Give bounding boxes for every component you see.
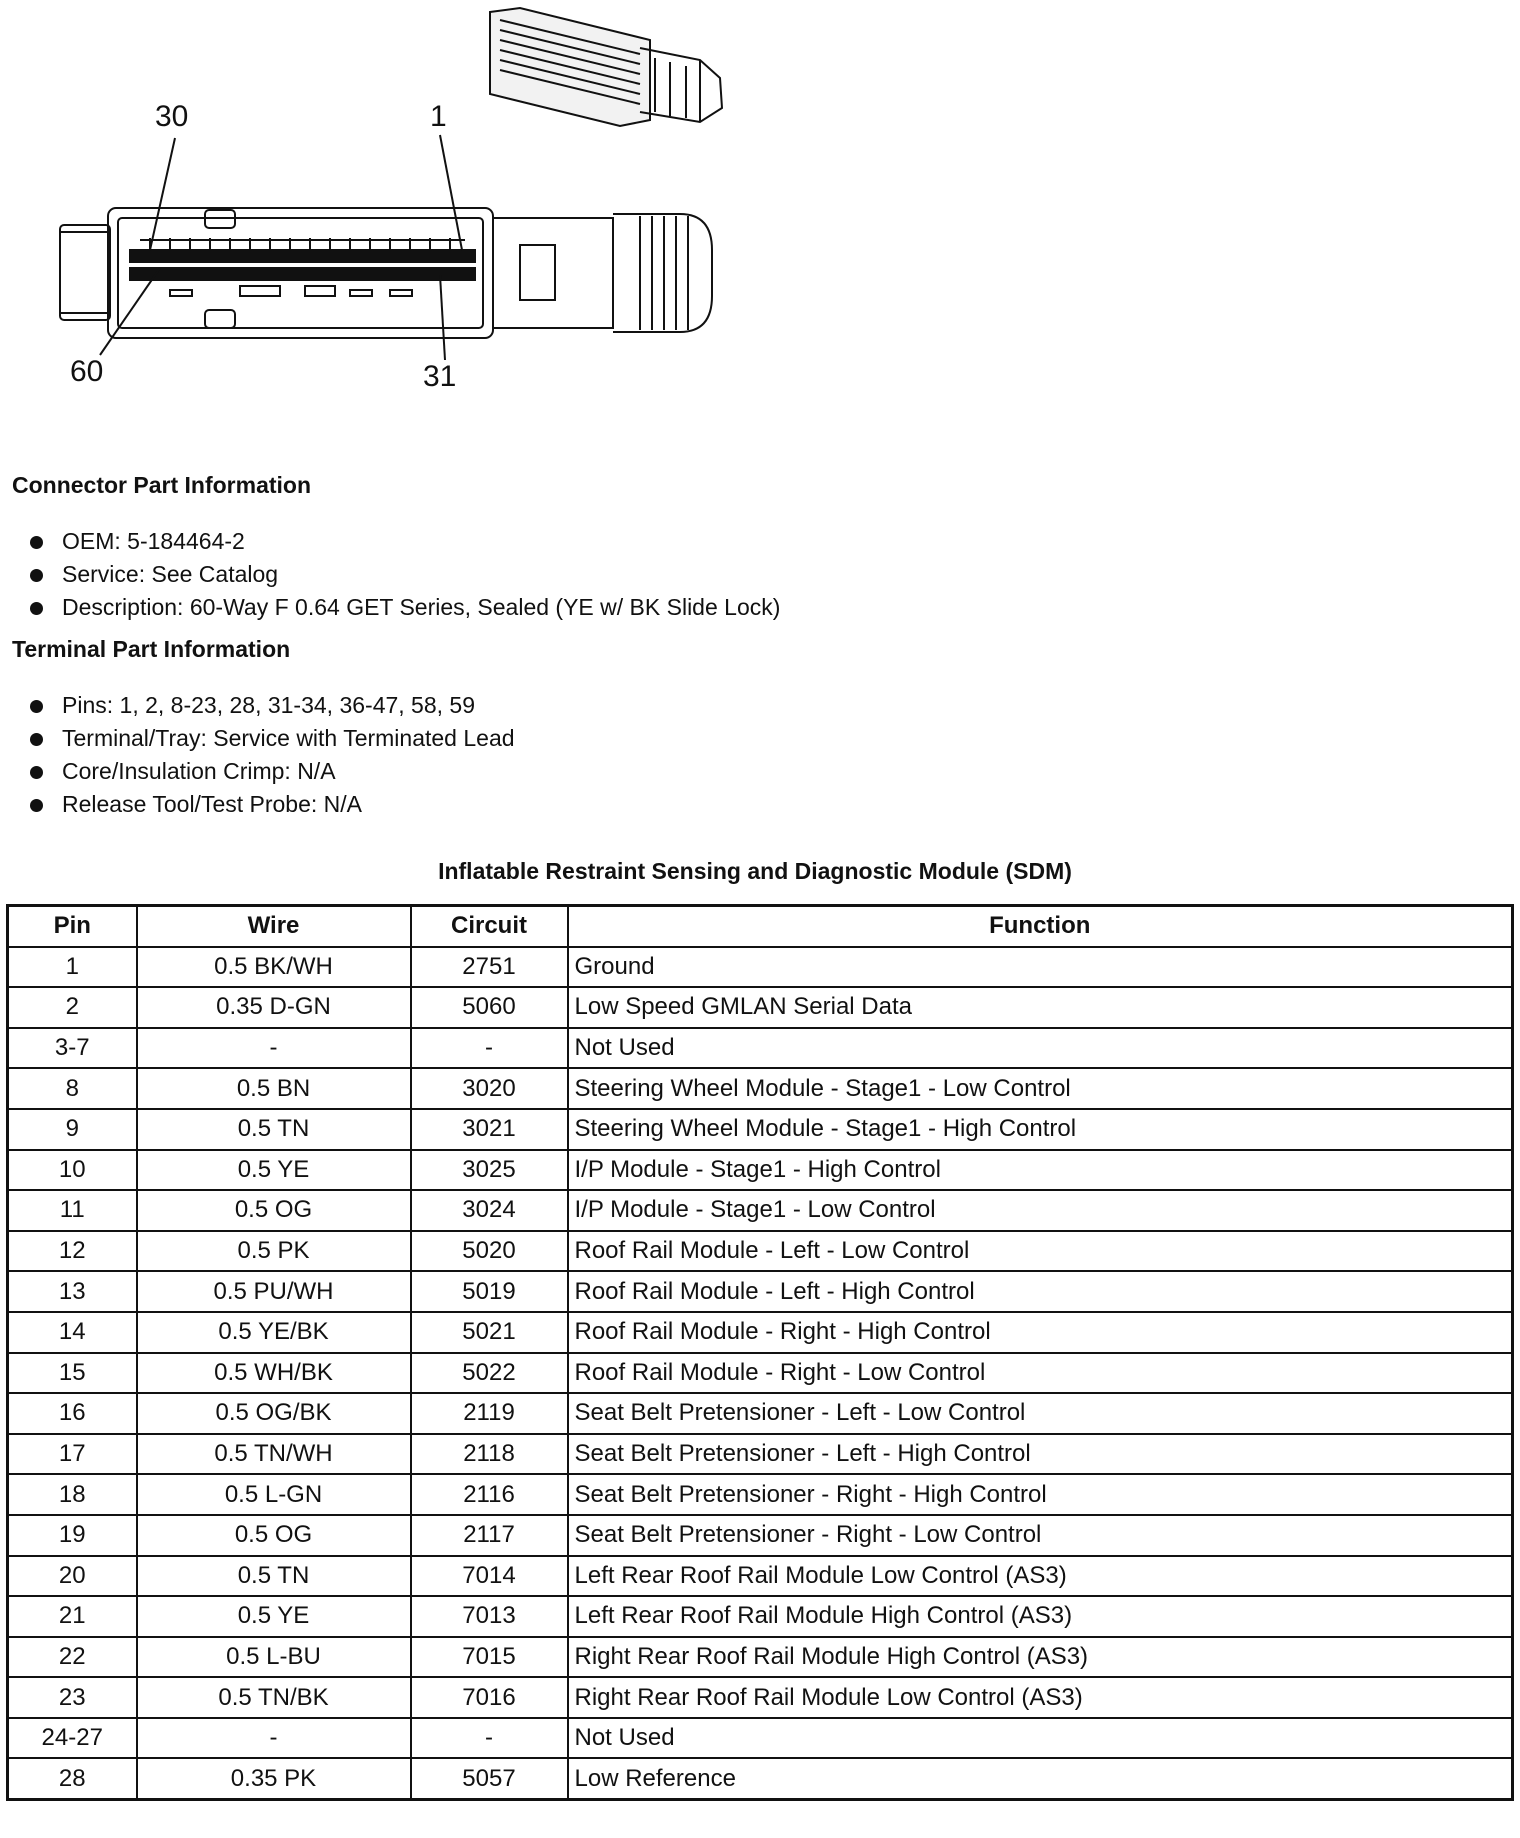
circuit-cell: 2119 xyxy=(411,1393,568,1434)
connector-isometric-view xyxy=(490,8,722,126)
wire-cell: 0.5 TN xyxy=(137,1556,411,1597)
wire-cell: 0.5 BN xyxy=(137,1068,411,1109)
list-item: Terminal/Tray: Service with Terminated Lead xyxy=(28,722,515,755)
table-body xyxy=(8,947,1513,1800)
pin-cell: 3-7 xyxy=(8,1028,137,1069)
table-row xyxy=(8,987,1513,1028)
function-cell: Low Speed GMLAN Serial Data xyxy=(568,987,1513,1028)
wire-cell: 0.5 YE xyxy=(137,1150,411,1191)
connector-part-info-heading: Connector Part Information xyxy=(12,472,312,498)
circuit-cell: 3021 xyxy=(411,1109,568,1150)
bullet-icon xyxy=(30,536,43,549)
function-cell: Right Rear Roof Rail Module Low Control (AS3) xyxy=(568,1677,1513,1718)
table-row xyxy=(8,1271,1513,1312)
circuit-cell: 5057 xyxy=(411,1758,568,1799)
wire-cell: 0.5 PK xyxy=(137,1231,411,1272)
column-header-pin: Pin xyxy=(8,906,137,947)
column-header-circuit: Circuit xyxy=(411,906,568,947)
circuit-cell: - xyxy=(411,1028,568,1069)
pin-cell: 1 xyxy=(8,947,137,988)
function-cell: Steering Wheel Module - Stage1 - High Control xyxy=(568,1109,1513,1150)
function-cell: Right Rear Roof Rail Module High Control (AS3) xyxy=(568,1637,1513,1678)
pin-cell: 16 xyxy=(8,1393,137,1434)
circuit-cell: 7015 xyxy=(411,1637,568,1678)
pin-cell: 10 xyxy=(8,1150,137,1191)
table-row xyxy=(8,1677,1513,1718)
function-cell: Seat Belt Pretensioner - Left - Low Control xyxy=(568,1393,1513,1434)
pin-label-60: 60 xyxy=(70,355,104,388)
connector-part-info-list xyxy=(28,525,780,624)
table-row xyxy=(8,1028,1513,1069)
table-header-row xyxy=(8,906,1513,947)
bullet-icon xyxy=(30,602,43,615)
circuit-cell: 7016 xyxy=(411,1677,568,1718)
circuit-cell: 5060 xyxy=(411,987,568,1028)
column-header-function: Function xyxy=(568,906,1513,947)
table-row xyxy=(8,1637,1513,1678)
function-cell: Seat Belt Pretensioner - Right - Low Control xyxy=(568,1515,1513,1556)
function-cell: Steering Wheel Module - Stage1 - Low Control xyxy=(568,1068,1513,1109)
circuit-cell: 7013 xyxy=(411,1596,568,1637)
connector-drawing xyxy=(0,0,760,420)
bullet-icon xyxy=(30,700,43,713)
bullet-icon xyxy=(30,799,43,812)
bullet-icon xyxy=(30,569,43,582)
table-row xyxy=(8,947,1513,988)
circuit-cell: 2117 xyxy=(411,1515,568,1556)
circuit-cell: 2751 xyxy=(411,947,568,988)
wire-cell: 0.5 TN/WH xyxy=(137,1434,411,1475)
wire-cell: 0.5 WH/BK xyxy=(137,1353,411,1394)
table-row xyxy=(8,1150,1513,1191)
table-row xyxy=(8,1312,1513,1353)
pinout-table xyxy=(6,904,1514,1801)
pin-cell: 21 xyxy=(8,1596,137,1637)
list-item: Description: 60-Way F 0.64 GET Series, Sealed (YE w/ BK Slide Lock) xyxy=(28,591,780,624)
pin-cell: 18 xyxy=(8,1474,137,1515)
circuit-cell: 5021 xyxy=(411,1312,568,1353)
pin-cell: 28 xyxy=(8,1758,137,1799)
table-row xyxy=(8,1718,1513,1759)
leader-line-31 xyxy=(440,275,445,360)
function-cell: Roof Rail Module - Left - High Control xyxy=(568,1271,1513,1312)
circuit-cell: 2116 xyxy=(411,1474,568,1515)
wire-cell: 0.5 OG xyxy=(137,1190,411,1231)
function-cell: Seat Belt Pretensioner - Left - High Control xyxy=(568,1434,1513,1475)
pin-cell: 14 xyxy=(8,1312,137,1353)
table-row xyxy=(8,1758,1513,1799)
wire-cell: 0.35 D-GN xyxy=(137,987,411,1028)
pin-cell: 9 xyxy=(8,1109,137,1150)
pin-cell: 24-27 xyxy=(8,1718,137,1759)
circuit-cell: 2118 xyxy=(411,1434,568,1475)
pin-cell: 17 xyxy=(8,1434,137,1475)
function-cell: Roof Rail Module - Left - Low Control xyxy=(568,1231,1513,1272)
function-cell: Left Rear Roof Rail Module High Control (AS3) xyxy=(568,1596,1513,1637)
circuit-cell: 7014 xyxy=(411,1556,568,1597)
list-item: Service: See Catalog xyxy=(28,558,780,591)
pin-label-31: 31 xyxy=(423,360,457,393)
function-cell: I/P Module - Stage1 - High Control xyxy=(568,1150,1513,1191)
leader-line-1 xyxy=(440,135,462,250)
table-title: Inflatable Restraint Sensing and Diagnostic Module (SDM) xyxy=(438,858,1072,884)
circuit-cell: 3020 xyxy=(411,1068,568,1109)
list-item: Release Tool/Test Probe: N/A xyxy=(28,788,515,821)
function-cell: Roof Rail Module - Right - Low Control xyxy=(568,1353,1513,1394)
pin-label-1: 1 xyxy=(430,100,447,133)
bullet-icon xyxy=(30,766,43,779)
function-cell: Ground xyxy=(568,947,1513,988)
pin-label-30: 30 xyxy=(155,100,189,133)
function-cell: I/P Module - Stage1 - Low Control xyxy=(568,1190,1513,1231)
table-row xyxy=(8,1190,1513,1231)
list-item: OEM: 5-184464-2 xyxy=(28,525,780,558)
pin-cell: 13 xyxy=(8,1271,137,1312)
circuit-cell: 5020 xyxy=(411,1231,568,1272)
function-cell: Low Reference xyxy=(568,1758,1513,1799)
pin-cell: 15 xyxy=(8,1353,137,1394)
function-cell: Left Rear Roof Rail Module Low Control (AS3) xyxy=(568,1556,1513,1597)
wire-cell: 0.5 OG xyxy=(137,1515,411,1556)
pin-cell: 11 xyxy=(8,1190,137,1231)
pin-cell: 8 xyxy=(8,1068,137,1109)
table-row xyxy=(8,1596,1513,1637)
circuit-cell: 3025 xyxy=(411,1150,568,1191)
wire-cell: 0.5 L-GN xyxy=(137,1474,411,1515)
table-row xyxy=(8,1515,1513,1556)
function-cell: Seat Belt Pretensioner - Right - High Control xyxy=(568,1474,1513,1515)
table-row xyxy=(8,1231,1513,1272)
table-row xyxy=(8,1556,1513,1597)
table-row xyxy=(8,1393,1513,1434)
list-item: Pins: 1, 2, 8-23, 28, 31-34, 36-47, 58, 59 xyxy=(28,689,515,722)
connector-diagram xyxy=(0,0,760,420)
table-row xyxy=(8,1353,1513,1394)
circuit-cell: - xyxy=(411,1718,568,1759)
wire-cell: 0.5 L-BU xyxy=(137,1637,411,1678)
wire-cell: - xyxy=(137,1718,411,1759)
wire-cell: 0.5 OG/BK xyxy=(137,1393,411,1434)
connector-face-view xyxy=(60,208,712,338)
pin-cell: 20 xyxy=(8,1556,137,1597)
circuit-cell: 5022 xyxy=(411,1353,568,1394)
leader-line-30 xyxy=(150,138,175,250)
terminal-part-info-heading: Terminal Part Information xyxy=(12,636,291,662)
table-row xyxy=(8,1068,1513,1109)
list-item: Core/Insulation Crimp: N/A xyxy=(28,755,515,788)
pin-cell: 22 xyxy=(8,1637,137,1678)
pin-cell: 2 xyxy=(8,987,137,1028)
table-row xyxy=(8,1109,1513,1150)
table-row xyxy=(8,1474,1513,1515)
table-row xyxy=(8,1434,1513,1475)
column-header-wire: Wire xyxy=(137,906,411,947)
wire-cell: 0.5 TN/BK xyxy=(137,1677,411,1718)
pin-cell: 12 xyxy=(8,1231,137,1272)
circuit-cell: 5019 xyxy=(411,1271,568,1312)
wire-cell: 0.5 PU/WH xyxy=(137,1271,411,1312)
wire-cell: 0.5 TN xyxy=(137,1109,411,1150)
wire-cell: 0.5 YE xyxy=(137,1596,411,1637)
bullet-icon xyxy=(30,733,43,746)
function-cell: Not Used xyxy=(568,1718,1513,1759)
function-cell: Not Used xyxy=(568,1028,1513,1069)
wire-cell: 0.35 PK xyxy=(137,1758,411,1799)
pin-cell: 23 xyxy=(8,1677,137,1718)
wire-cell: - xyxy=(137,1028,411,1069)
wire-cell: 0.5 BK/WH xyxy=(137,947,411,988)
function-cell: Roof Rail Module - Right - High Control xyxy=(568,1312,1513,1353)
terminal-part-info-list xyxy=(28,689,515,821)
pin-cell: 19 xyxy=(8,1515,137,1556)
wire-cell: 0.5 YE/BK xyxy=(137,1312,411,1353)
circuit-cell: 3024 xyxy=(411,1190,568,1231)
